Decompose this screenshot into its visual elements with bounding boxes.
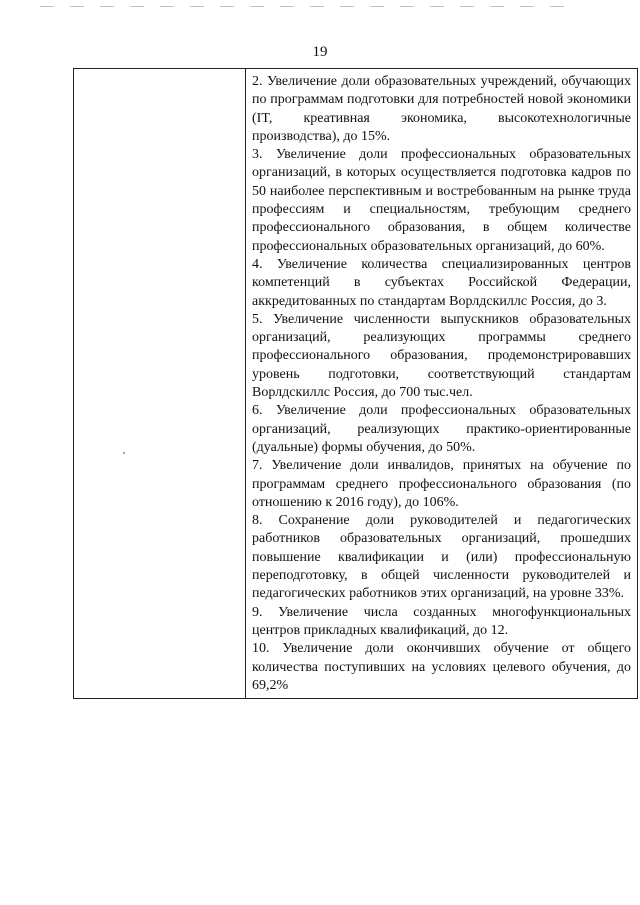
target-item-4: 4. Увеличение количества специализированных центров компетенций в субъектах Российской Федерации, аккредитованных по стандартам Ворлдскиллс Россия, до 3. xyxy=(252,256,631,309)
target-item-6: 6. Увеличение доли профессиональных образовательных организаций, реализующих практико-ориентированные (дуальные) формы обучения, до 50%. xyxy=(252,403,631,455)
scan-artifact-line xyxy=(0,0,640,14)
table-row xyxy=(74,69,638,699)
target-item-8: 8. Сохранение доли руководителей и педагогических работников образовательных организаций, прошедших повышение квалификации и (или) профессиональную переподготовку, в общей численности руководителей и педагогических работников этих организаций, на уровне 33%. xyxy=(252,513,631,602)
content-table xyxy=(73,68,638,699)
target-item-7: 7. Увеличение доли инвалидов, принятых на обучение по программам среднего профессионального образования (по отношению к 2016 году), до 106%. xyxy=(252,458,631,510)
target-item-10: 10. Увеличение доли окончивших обучение от общего количества поступивших на условиях целевого обучения, до 69,2% xyxy=(252,641,631,693)
target-item-3: 3. Увеличение доли профессиональных образовательных организаций, в которых осуществляется подготовка кадров по 50 наиболее перспективным и востребованным на рынке труда профессиям и специальностям, требующим среднего профессионального образования, в общем количестве профессиональных образовательных организаций, до 60%. xyxy=(252,147,631,254)
table-left-cell xyxy=(74,69,246,699)
target-item-9: 9. Увеличение числа созданных многофункциональных центров прикладных квалификаций, до 12. xyxy=(252,604,631,638)
table-right-cell xyxy=(246,69,638,699)
scan-speck xyxy=(123,452,125,454)
target-item-2: 2. Увеличение доли образовательных учреждений, обучающих по программам подготовки для потребностей новой экономики (IT, креативная экономика, высокотехнологичные производства), до 15%. xyxy=(252,74,631,144)
target-item-5: 5. Увеличение численности выпускников образовательных организаций, реализующих программы среднего профессионального образования, продемонстрировавших уровень подготовки, соответствующий стандартам Ворлдскиллс Россия, до 700 тыс.чел. xyxy=(252,311,631,401)
page-number: 19 xyxy=(312,44,328,60)
